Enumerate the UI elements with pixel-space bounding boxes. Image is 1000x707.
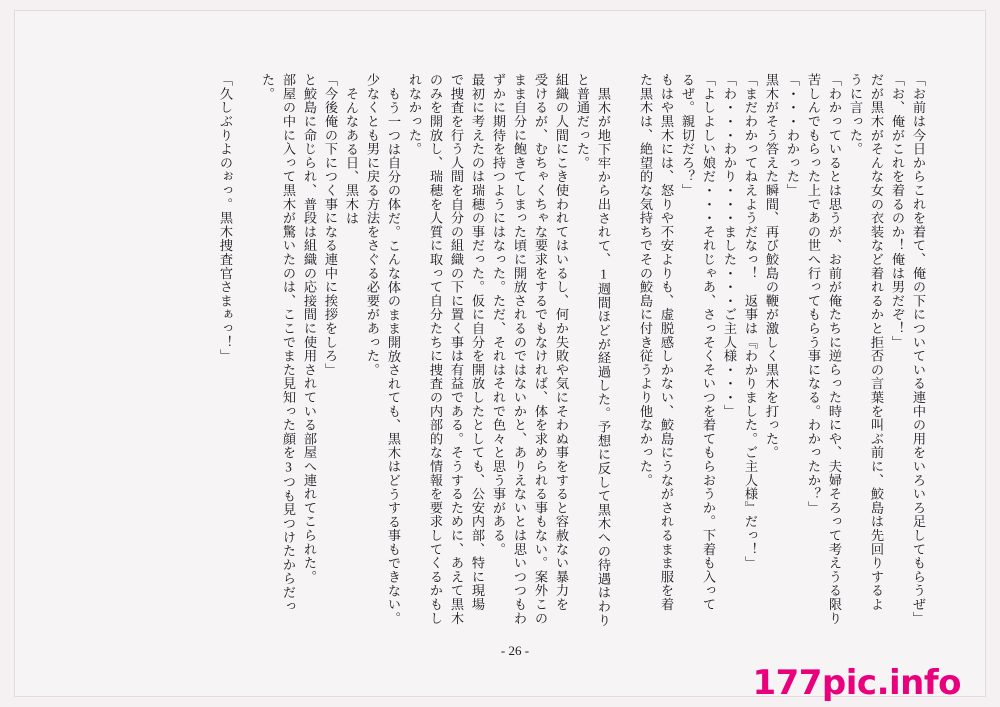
text-column: と鮫島に命じられ、普段は組織の応接間に使用されている部屋へ連れてこられた。 <box>302 73 317 584</box>
text-column: 「まだわかってねえようだなっ！ 返事は『わかりました。ご主人様』だっ！」 <box>743 73 758 570</box>
site-watermark: 177pic.info <box>752 663 961 703</box>
text-column: もはや黒木には、怒りや不安よりも、虚脱感しかない、鮫島にうながされるまま服を着 <box>659 73 674 612</box>
text-column: 「よしよしい娘だ・・・それじゃあ、さっそくそいつを着てもらおうか。下着も入って <box>701 73 716 612</box>
text-column: 黒木が地下牢から出されて、1週間ほどが経過した。予想に反して黒木への待遇はわり <box>596 87 611 627</box>
text-column: るぜ。親切だろ？」 <box>680 73 695 198</box>
text-column: もう一つは自分の体だ。こんな体のまま開放されても、黒木はどうする事もできない。 <box>386 87 401 626</box>
text-column: た黒木は、絶望的な気持ちでその鮫島に付き従うより他なかった。 <box>638 73 653 487</box>
text-column: 「わかっているとは思うが、お前が俺たちに逆らった時にや、夫婦そろって考えうる限り <box>827 73 842 625</box>
text-column: 組織の人間にこき使われてはいるし、何か失敗や気にそわぬ事をすると容赦ない暴力を <box>554 73 569 612</box>
text-column: 「・・・わかった」 <box>785 73 800 198</box>
text-column: た。 <box>260 73 275 101</box>
text-column: 少なくとも男に戻る方法をさぐる必要があった。 <box>365 73 380 377</box>
text-column: 最初に考えたのは瑞穂の事だった。仮に自分を開放したとしても、公安内部、特に現場 <box>470 73 485 612</box>
text-column: 黒木がそう答えた瞬間、再び鮫島の鞭が激しく黒木を打った。 <box>764 73 779 460</box>
page-number: - 26 - <box>500 643 530 658</box>
text-column: ずかに期待を持つようにはなった。ただ、それはそれで色々と思う事がある。 <box>491 73 506 556</box>
text-column: だが黒木がそんな女の衣装など着れるかと拒否の言葉を叫ぶ前に、鮫島は先回りするよ <box>869 73 884 612</box>
text-column: で捜査を行う人間を自分の組織の下に置く事は有益である。そうするために、あえて黒木 <box>449 73 464 625</box>
text-column: 「今後俺の下につく事になる連中に挨拶をしろ」 <box>323 73 338 377</box>
text-column: 部屋の中に入って黒木が驚いたのは、ここでまた見知った顔を3つも見つけたからだっ <box>281 73 296 613</box>
page-paper <box>14 10 986 703</box>
text-column: 「わ・・・わかり・・・ました・・・ご主人様・・・」 <box>722 73 737 418</box>
text-column: 受けるが、むちゃくちゃな要求をするでもなければ、体を求められる事もない。案外この <box>533 73 548 625</box>
vertical-text-body <box>95 73 925 633</box>
text-column-blank <box>232 73 253 633</box>
text-column: うに言った。 <box>848 73 863 156</box>
text-column: 「久しぶりよのぉっ。黒木捜査官さまぁっ！」 <box>218 73 233 363</box>
text-column: 「お、俺がこれを着るのか！俺は男だぞ！」 <box>890 73 905 349</box>
text-column: そんなある日、黒木は <box>344 87 359 225</box>
text-column: と普通だった。 <box>575 73 590 170</box>
text-column-blank <box>610 73 631 633</box>
text-column: まま自分に飽きてしまった頃に開放されるのではないかと、ありえないとは思いつつもわ <box>512 73 527 625</box>
text-column: 苦しんでもらった上であの世へ行ってもらう事になる。わかったか？」 <box>806 73 821 515</box>
text-column: のみを開放し、瑞穂を人質に取って自分たちに捜査の内部的な情報を要求してくるかもし <box>428 73 443 625</box>
text-column: れなかった。 <box>407 73 422 156</box>
text-column: 「お前は今日からこれを着て、俺の下についている連中の用をいろいろ足してもらうぜ」 <box>911 73 926 625</box>
